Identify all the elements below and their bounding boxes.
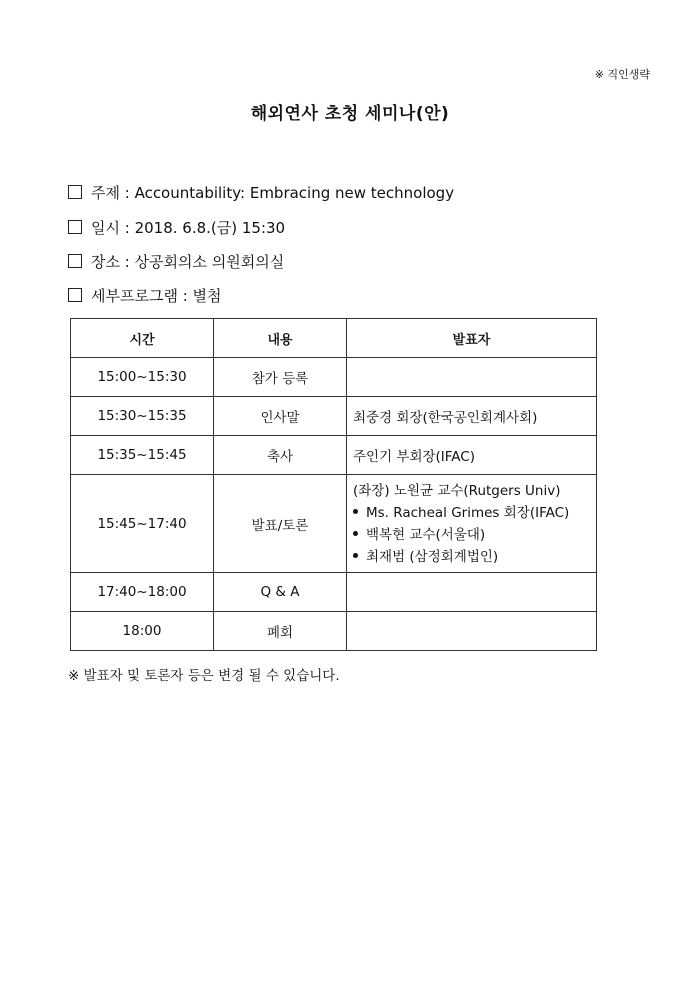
checkbox-square-icon xyxy=(68,288,82,302)
cell-content: 발표/토론 xyxy=(214,475,347,573)
table-row xyxy=(71,358,597,397)
table-header-row xyxy=(71,319,597,358)
change-notice: ※ 발표자 및 토론자 등은 변경 될 수 있습니다. xyxy=(68,668,340,684)
info-date-text: 일시 : 2018. 6.8.(금) 15:30 xyxy=(91,219,286,237)
info-topic xyxy=(68,182,454,203)
cell-time: 15:45~17:40 xyxy=(71,475,214,573)
bullet-icon xyxy=(353,509,358,514)
cell-content: 폐회 xyxy=(214,612,347,651)
page-title: 해외연사 초청 세미나(안) xyxy=(250,104,450,124)
speaker-name: 최재범 (삼정회계법인) xyxy=(366,548,499,565)
header-content: 내용 xyxy=(214,319,347,358)
header-time: 시간 xyxy=(71,319,214,358)
cell-speaker xyxy=(347,573,597,612)
info-place-text: 장소 : 상공회의소 의원회의실 xyxy=(91,253,285,271)
speaker-name: 백복현 교수(서울대) xyxy=(366,526,486,543)
checkbox-square-icon xyxy=(68,220,82,234)
bullet-icon xyxy=(353,531,358,536)
cell-content: Q & A xyxy=(214,573,347,612)
cell-time: 15:35~15:45 xyxy=(71,436,214,475)
table-row xyxy=(71,573,597,612)
speaker-list-item xyxy=(353,502,595,524)
speaker-list-item xyxy=(353,546,595,568)
checkbox-square-icon xyxy=(68,254,82,268)
cell-time: 17:40~18:00 xyxy=(71,573,214,612)
cell-speaker xyxy=(347,612,597,651)
info-place xyxy=(68,251,284,272)
header-speaker: 발표자 xyxy=(347,319,597,358)
table-row xyxy=(71,612,597,651)
seal-omitted-note: ※ 직인생략 xyxy=(594,68,650,81)
speaker-name: Ms. Racheal Grimes 회장(IFAC) xyxy=(366,504,570,521)
speaker-list-item xyxy=(353,524,595,546)
info-program-text: 세부프로그램 : 별첨 xyxy=(91,287,222,305)
program-table xyxy=(70,318,597,651)
cell-content: 인사말 xyxy=(214,397,347,436)
cell-time: 15:00~15:30 xyxy=(71,358,214,397)
table-row xyxy=(71,397,597,436)
cell-speaker xyxy=(347,358,597,397)
table-row xyxy=(71,475,597,573)
cell-speaker-list xyxy=(347,475,597,573)
cell-time: 18:00 xyxy=(71,612,214,651)
chair-line: (좌장) 노원균 교수(Rutgers Univ) xyxy=(353,482,561,499)
cell-content: 참가 등록 xyxy=(214,358,347,397)
info-program xyxy=(68,285,222,306)
cell-speaker: 최중경 회장(한국공인회계사회) xyxy=(347,397,597,436)
cell-speaker: 주인기 부회장(IFAC) xyxy=(347,436,597,475)
cell-content: 축사 xyxy=(214,436,347,475)
info-topic-text: 주제 : Accountability: Embracing new technology xyxy=(91,184,455,202)
checkbox-square-icon xyxy=(68,185,82,199)
bullet-icon xyxy=(353,553,358,558)
info-date xyxy=(68,217,285,238)
cell-time: 15:30~15:35 xyxy=(71,397,214,436)
table-row xyxy=(71,436,597,475)
